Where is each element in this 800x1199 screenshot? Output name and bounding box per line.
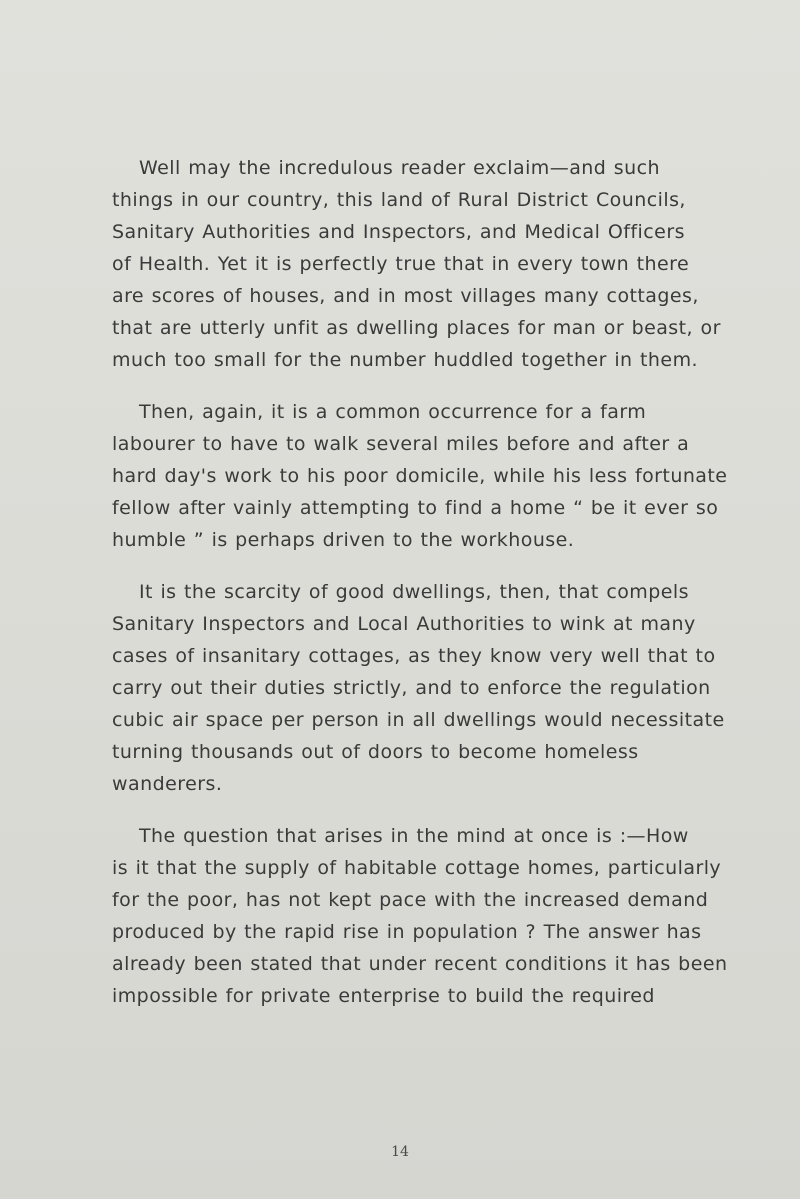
text-line: The question that arises in the mind at once is :—How (139, 825, 689, 847)
text-line: fellow after vainly attempting to find a home “ be it ever so (112, 497, 719, 519)
text-line: of Health. Yet it is perfectly true that in every town there (112, 253, 690, 275)
text-line: turning thousands out of doors to become homeless (112, 741, 639, 763)
text-line: Well may the incredulous reader exclaim—and such (139, 157, 661, 179)
text-line: much too small for the number huddled together in them. (112, 349, 699, 371)
text-line: things in our country, this land of Rural District Councils, (112, 189, 686, 211)
text-line: produced by the rapid rise in population ? The answer has (112, 921, 702, 943)
text-line: cubic air space per person in all dwellings would necessitate (112, 709, 725, 731)
text-line: Then, again, it is a common occurrence for a farm (139, 401, 647, 423)
text-line: Sanitary Authorities and Inspectors, and Medical Officers (112, 221, 685, 243)
text-line: hard day's work to his poor domicile, while his less fortunate (112, 465, 728, 487)
paragraph-1 (112, 152, 721, 376)
text-line: humble ” is perhaps driven to the workhouse. (112, 529, 575, 551)
text-line: cases of insanitary cottages, as they know very well that to (112, 645, 716, 667)
text-line: labourer to have to walk several miles before and after a (112, 433, 690, 455)
paragraph-3 (112, 576, 725, 800)
text-line: is it that the supply of habitable cottage homes, particularly (112, 857, 722, 879)
text-line: that are utterly unfit as dwelling places for man or beast, or (112, 317, 721, 339)
text-line: carry out their duties strictly, and to enforce the regulation (112, 677, 711, 699)
text-line: already been stated that under recent conditions it has been (112, 953, 728, 975)
text-line: wanderers. (112, 773, 223, 795)
text-line: It is the scarcity of good dwellings, then, that compels (139, 581, 689, 603)
page-number: 14 (391, 1144, 409, 1160)
text-line: for the poor, has not kept pace with the increased demand (112, 889, 709, 911)
text-line: Sanitary Inspectors and Local Authorities to wink at many (112, 613, 696, 635)
text-line: impossible for private enterprise to build the required (112, 985, 655, 1007)
paragraph-4 (112, 820, 728, 1012)
body-text (112, 152, 728, 1032)
paragraph-2 (112, 396, 728, 556)
text-line: are scores of houses, and in most villages many cottages, (112, 285, 699, 307)
